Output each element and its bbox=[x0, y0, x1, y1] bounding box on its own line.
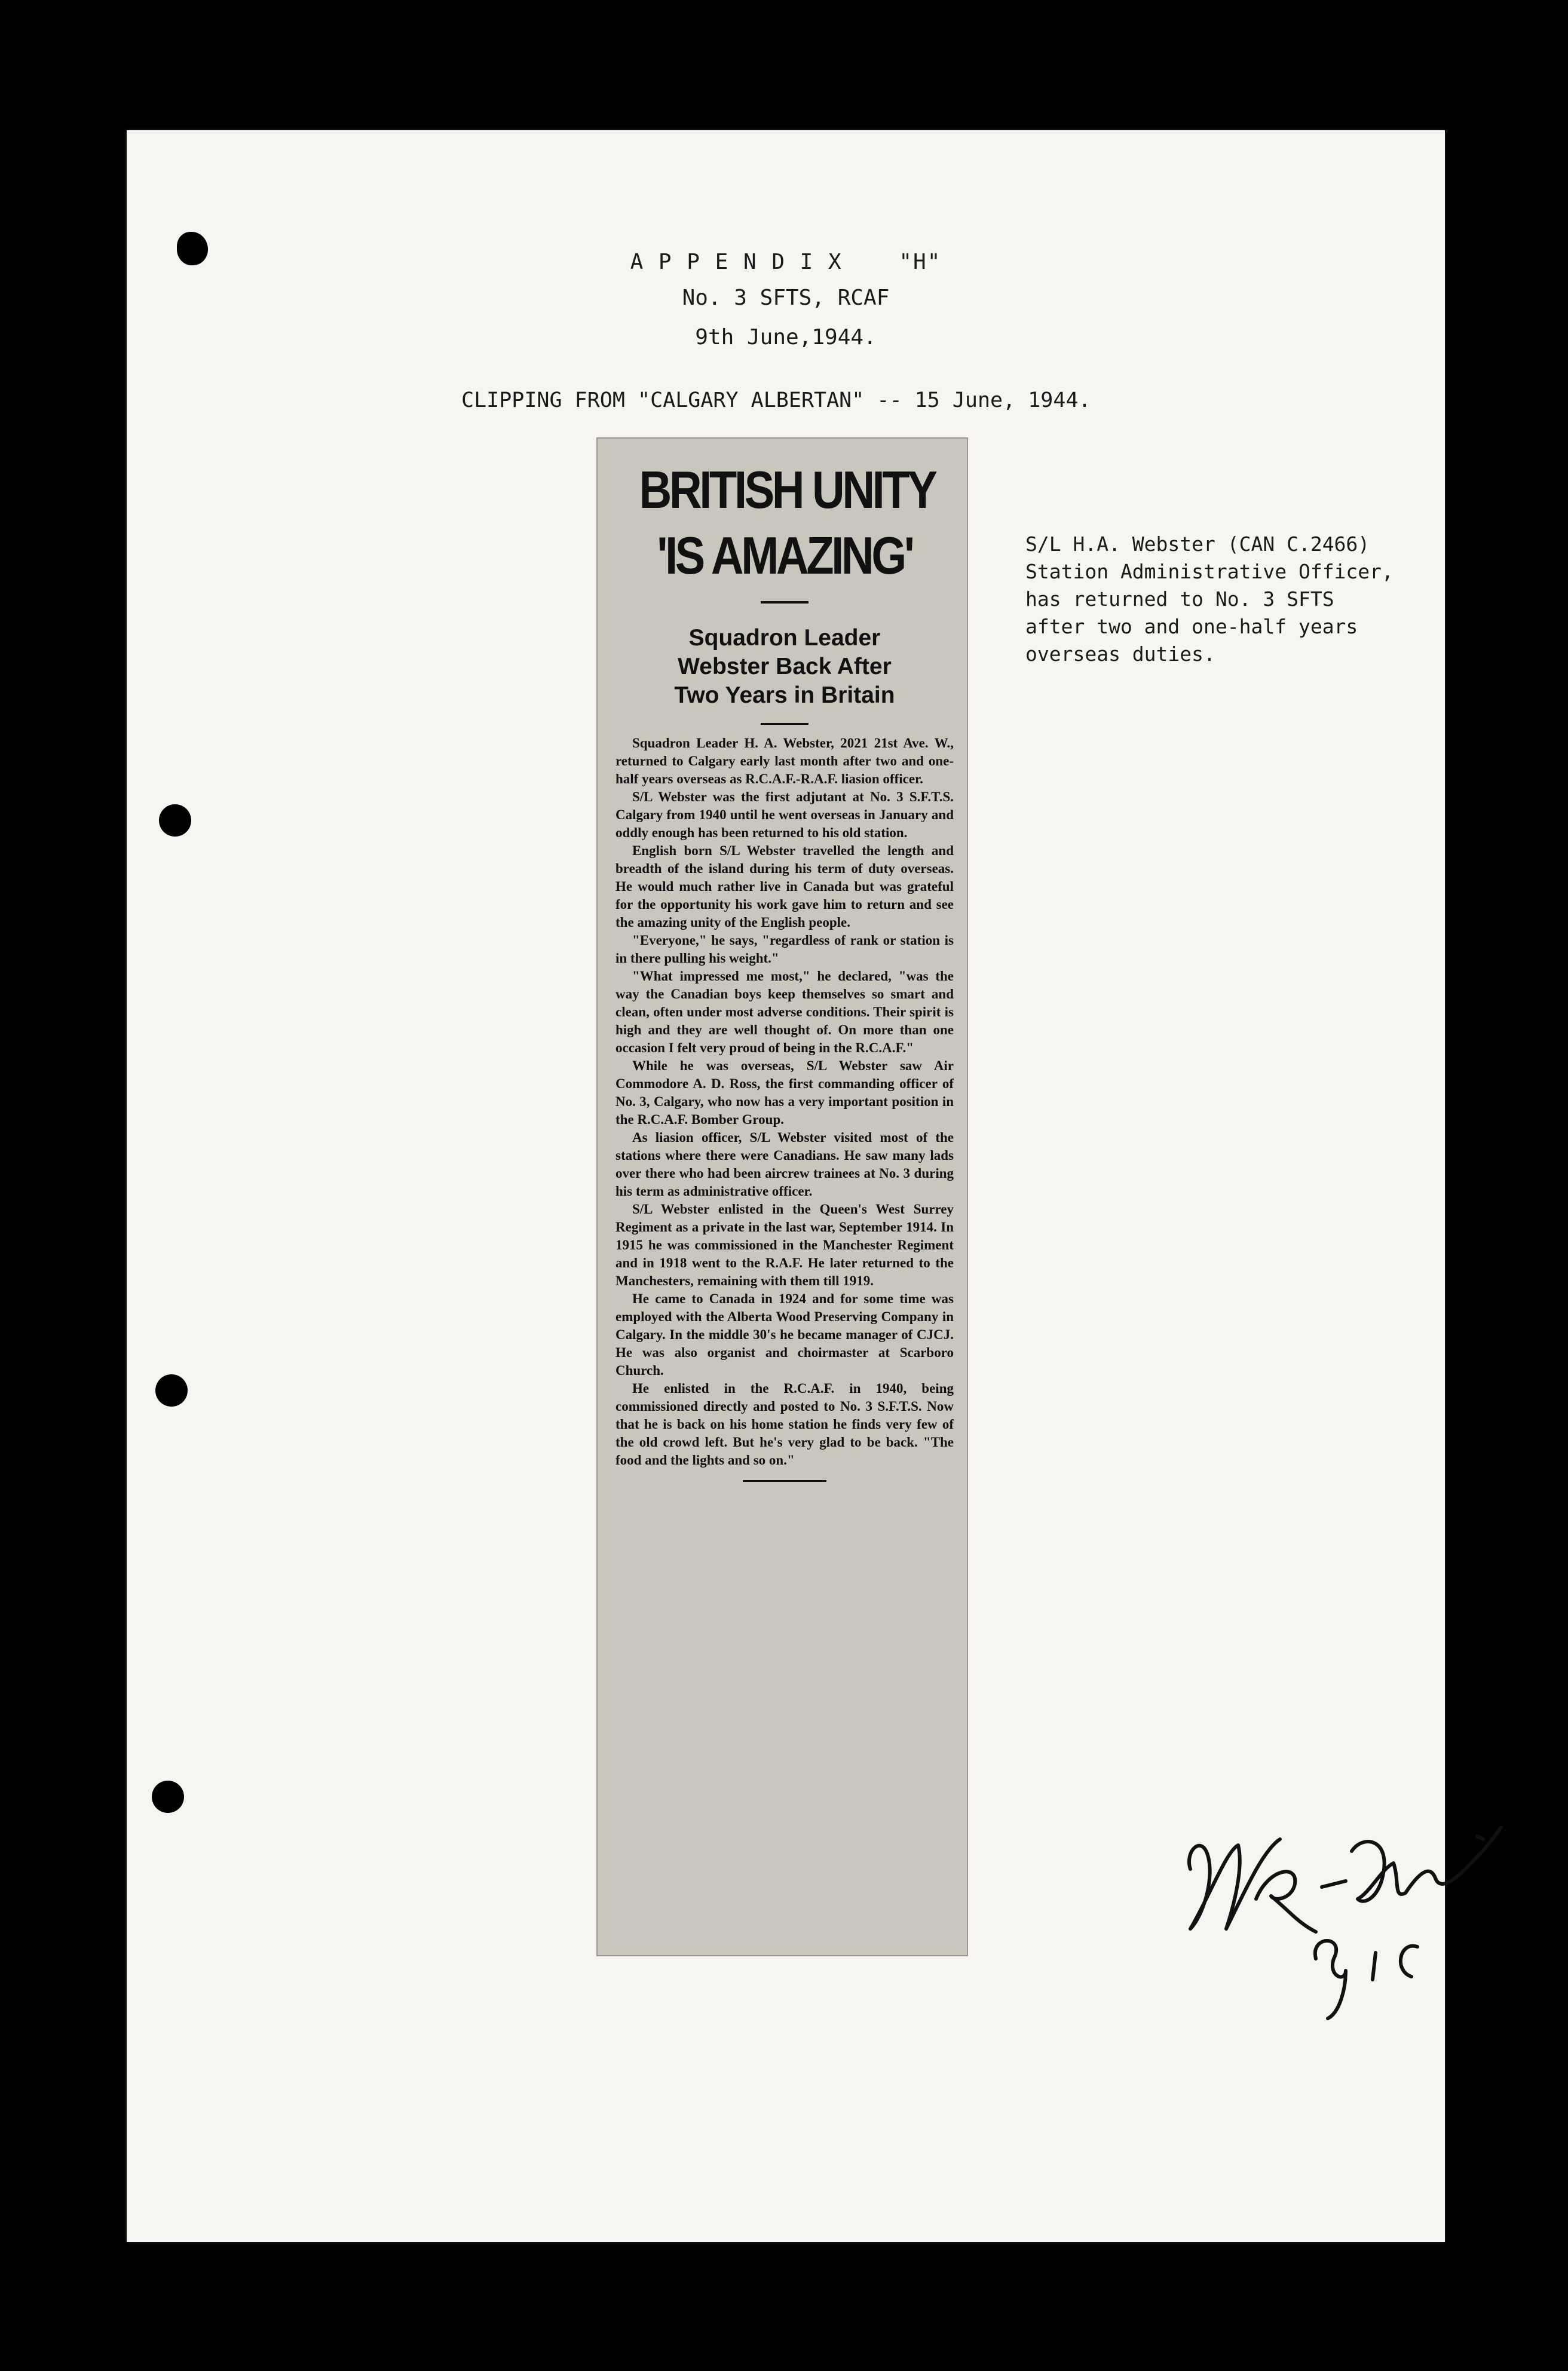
article-paragraph: He enlisted in the R.C.A.F. in 1940, being commissioned directly and posted to No. 3 S.F.T.S. Now that he is back on his home station he finds very few of the old crowd left. But he's very glad to be back. "The food and the lights and so on." bbox=[615, 1381, 954, 1468]
article-paragraph: Squadron Leader H. A. Webster, 2021 21st Ave. W., returned to Calgary early last month after two and one-half years overseas as R.C.A.F.-R.A.F. liasion officer. bbox=[615, 736, 954, 786]
article-paragraph: "Everyone," he says, "regardless of rank or station is in there pulling his weight." bbox=[615, 933, 954, 966]
handwritten-signature bbox=[1166, 1779, 1549, 2030]
side-note-line-4: after two and one-half years bbox=[1025, 615, 1358, 638]
headline-line-1: BRITISH UNITY bbox=[639, 460, 935, 519]
article-paragraph: As liasion officer, S/L Webster visited most of the stations where there were Canadians. He saw many lads over there who had been aircrew trainees at No. 3 during his term as administrative officer. bbox=[615, 1130, 954, 1199]
punch-hole bbox=[159, 804, 191, 837]
article-body bbox=[615, 734, 954, 1469]
date-line: 9th June,1944. bbox=[695, 325, 877, 350]
article-end-rule bbox=[743, 1480, 826, 1482]
side-note-line-1: S/L H.A. Webster (CAN C.2466) bbox=[1025, 532, 1370, 556]
punch-hole bbox=[152, 1781, 184, 1813]
unit-heading bbox=[127, 286, 1445, 310]
article-paragraph: While he was overseas, S/L Webster saw Air Commodore A. D. Ross, the first commanding officer of No. 3, Calgary, who now has a very important position in the R.C.A.F. Bomber Group. bbox=[615, 1058, 954, 1127]
side-note-line-5: overseas duties. bbox=[1025, 642, 1215, 666]
subhead-line-3: Two Years in Britain bbox=[674, 682, 895, 708]
document-page bbox=[127, 130, 1445, 2242]
appendix-heading bbox=[127, 250, 1445, 274]
article-paragraph: English born S/L Webster travelled the length and breadth of the island during his term of duty overseas. He would much rather live in Canada but was grateful for the opportunity his work gave him to return and see the amazing unity of the English people. bbox=[615, 843, 954, 930]
clipping-source-text: CLIPPING FROM "CALGARY ALBERTAN" -- 15 June, 1944. bbox=[461, 388, 1091, 412]
side-note bbox=[1025, 531, 1394, 668]
subhead-line-2: Webster Back After bbox=[678, 654, 892, 679]
subhead-line-1: Squadron Leader bbox=[688, 625, 881, 651]
article-paragraph: S/L Webster was the first adjutant at No. 3 S.F.T.S. Calgary from 1940 until he went overseas in January and oddly enough has been returned to his old station. bbox=[615, 789, 954, 840]
subhead-rule bbox=[761, 723, 808, 725]
article-paragraph: He came to Canada in 1924 and for some time was employed with the Alberta Wood Preserving Company in Calgary. In the middle 30's he became manager of CJCJ. He was also organist and choirmaster at Scarboro Church. bbox=[615, 1291, 954, 1378]
unit-line: No. 3 SFTS, RCAF bbox=[682, 286, 890, 310]
clipping-source bbox=[461, 388, 1091, 412]
newspaper-clipping bbox=[596, 437, 968, 1956]
side-note-line-2: Station Administrative Officer, bbox=[1025, 560, 1394, 583]
side-note-line-3: has returned to No. 3 SFTS bbox=[1025, 587, 1334, 611]
headline-line-2: 'IS AMAZING' bbox=[657, 526, 912, 585]
article-paragraph: S/L Webster enlisted in the Queen's West Surrey Regiment as a private in the last war, September 1914. In 1915 he was commissioned in the Manchester Regiment and in 1918 went to the R.A.F. He later returned to the Manchesters, remaining with them till 1919. bbox=[615, 1202, 954, 1288]
date-heading bbox=[127, 325, 1445, 350]
appendix-line: A P P E N D I X "H" bbox=[630, 250, 942, 274]
article-paragraph: "What impressed me most," he declared, "was the way the Canadian boys keep themselves so smart and clean, often under most adverse conditions. Their spirit is high and they are well thought of. On more than one occasion I felt very proud of being in the R.C.A.F." bbox=[615, 969, 954, 1055]
punch-hole bbox=[155, 1374, 188, 1407]
headline-rule bbox=[761, 601, 808, 604]
